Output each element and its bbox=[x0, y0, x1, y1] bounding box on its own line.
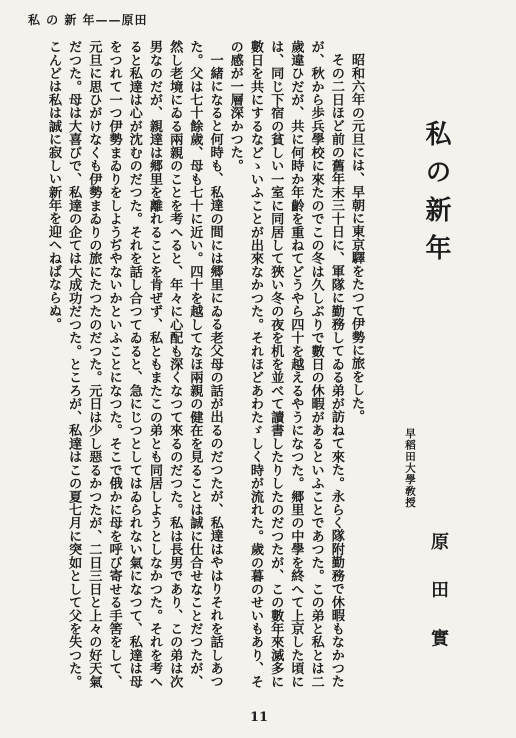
article-title: 私の新年 bbox=[421, 120, 451, 272]
author-affiliation: 早稻田大學敎授 bbox=[404, 428, 416, 509]
page-number: 11 bbox=[250, 710, 269, 725]
paragraph: 一緒になると何時も、私達の間には郷里にゐる老父母の話が出るのだつたが、私達はやはりそれを話しあつた。父は七十餘歲、母も七十に近い。四十を越してなほ兩親の健在を見ることは誠に仕合せなことだつたが、然し老境にゐる兩親のことを考へると、年々に心配も深くなつて來るのだつた。私は長男であり、この弟は次男なのだが、親達は郷里を離れることを肯ぜず、私ともまたこの弟とも同居しようとしなかつた。それを考へると私達は心が沈むのだつた。それを話し合つてゐると、急にじつとしてはゐられない氣になつて、私達は母をつれて一つ伊勢まゐりをしようぢやないかといふことになつた。そこで俄かに母を呼び寄せる手筈をして、元旦に思ひがけなくも伊勢まゐりの旅にたつたのだつた。元日は少し惡るかつたが、二日三日と上々の好天氣だつた。母は大喜びで、私達の企ては大成功だつた。ところが、私達はこの夏七月に突如として父を失つた。こんどは私は誠に寂しい新年を迎へねばならぬ。 bbox=[45, 40, 223, 688]
paragraph: 昭和六年の元旦には、早朝に東京驛をたつて伊勢に旅をした。 bbox=[349, 53, 364, 423]
running-header: 私 の 新 年——原田 bbox=[28, 13, 148, 27]
article-body bbox=[14, 40, 366, 688]
paragraph: その二日ほど前の舊年末三十日に、軍隊に勤務してゐる弟が訪ねて來た。永らく隊附勤務で休暇もなかつたが、秋から歩兵學校に來たのでこの冬は久しぶりで數日の休暇があるといふことであつた。この弟と私とは二歲違ひだが、共に何時か年齡を重ねてどうやら四十を越えるやうになつた。郷里の中學を終へて上京した頃には、同じ下宿の貧しい一室に同居して狹い冬の夜を机を並べて讀書したりしたのだつたが、この數年來滅多に數日を共にするなどゝいふことが出來なかつた。それほどあわたゞしく時が流れた。歲の暮のせいもあり、その感が一層深かつた。 bbox=[227, 40, 344, 688]
author-name: 原 田 實 bbox=[428, 532, 449, 659]
